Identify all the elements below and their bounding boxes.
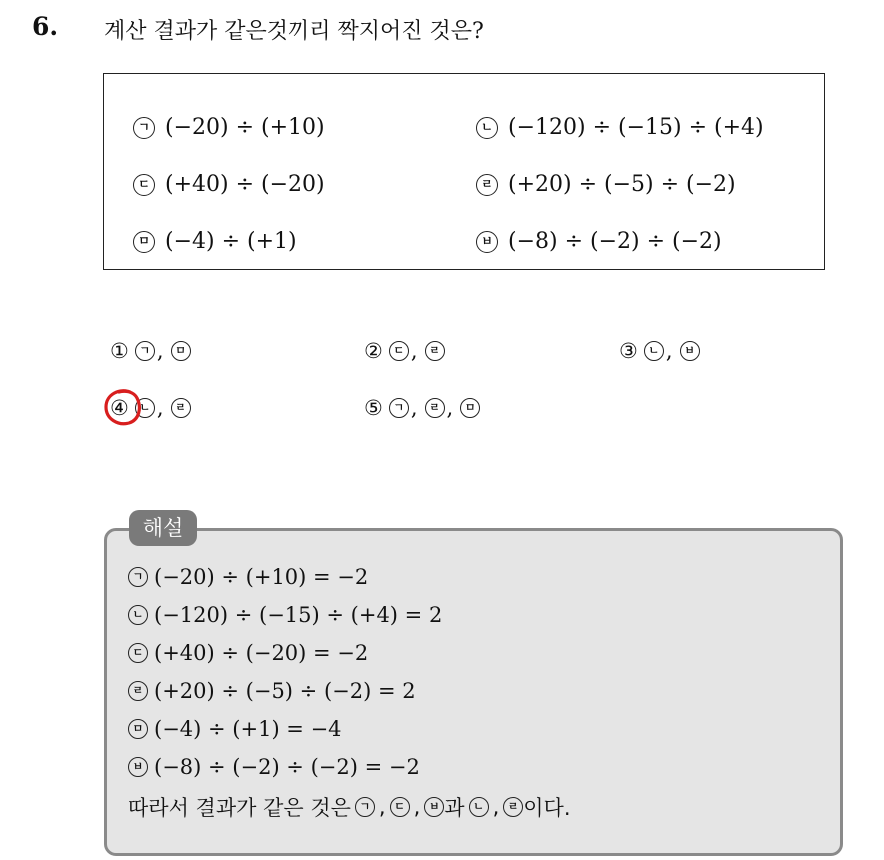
expression-text: (−4) ÷ (+1) xyxy=(165,229,297,254)
question-text: 계산 결과가 같은것끼리 짝지어진 것은? xyxy=(104,19,484,44)
solution-line-4 xyxy=(128,679,416,703)
choice-2[interactable]: ② ㄷ , ㄹ xyxy=(364,339,445,363)
solution-text: (−4) ÷ (+1) = −4 xyxy=(154,717,342,741)
choice-1[interactable]: ① ㄱ , ㅁ xyxy=(110,339,191,363)
marker-circle: ㄷ xyxy=(128,643,148,663)
marker-circle: ㄹ xyxy=(128,681,148,701)
choice-5[interactable]: ⑤ ㄱ , ㄹ , ㅁ xyxy=(364,396,480,420)
solution-conclusion: 따라서 결과가 같은 것은 ㄱ , ㄷ , ㅂ 과 ㄴ , ㄹ 이다. xyxy=(128,792,571,822)
marker-circle: ㄷ xyxy=(390,797,410,817)
marker-circle: ㄱ xyxy=(135,341,155,361)
marker-circle: ㄴ xyxy=(476,117,498,139)
marker-circle: ㄱ xyxy=(355,797,375,817)
expression-3 xyxy=(133,172,325,197)
solution-line-1 xyxy=(128,565,368,589)
marker-circle: ㅂ xyxy=(128,757,148,777)
choice-number: ⑤ xyxy=(364,396,383,420)
marker-circle: ㄹ xyxy=(171,398,191,418)
solution-tag: 해설 xyxy=(129,510,197,546)
marker-circle: ㅁ xyxy=(128,719,148,739)
expression-text: (−20) ÷ (+10) xyxy=(165,115,325,140)
marker-circle: ㄷ xyxy=(389,341,409,361)
choice-3[interactable]: ③ ㄴ , ㅂ xyxy=(619,339,700,363)
marker-circle: ㅂ xyxy=(680,341,700,361)
solution-text: (−20) ÷ (+10) = −2 xyxy=(154,565,369,589)
marker-circle: ㅁ xyxy=(171,341,191,361)
choice-number: ③ xyxy=(619,339,638,363)
marker-circle: ㄴ xyxy=(128,605,148,625)
expression-text: (−8) ÷ (−2) ÷ (−2) xyxy=(508,229,722,254)
marker-circle: ㄹ xyxy=(503,797,523,817)
marker-circle: ㄷ xyxy=(133,174,155,196)
conclusion-prefix: 따라서 결과가 같은 것은 xyxy=(128,796,351,820)
choice-number: ④ xyxy=(110,396,129,420)
solution-line-2 xyxy=(128,603,442,627)
expression-1 xyxy=(133,115,325,140)
conclusion-connector: 과 xyxy=(444,796,465,820)
marker-circle: ㄱ xyxy=(389,398,409,418)
solution-text: (+40) ÷ (−20) = −2 xyxy=(154,641,369,665)
marker-circle: ㄹ xyxy=(425,341,445,361)
marker-circle: ㄴ xyxy=(644,341,664,361)
solution-line-3 xyxy=(128,641,368,665)
choice-number: ① xyxy=(110,339,129,363)
expression-5 xyxy=(133,229,297,254)
solution-line-6 xyxy=(128,755,420,779)
expression-text: (−120) ÷ (−15) ÷ (+4) xyxy=(508,115,764,140)
marker-circle: ㄱ xyxy=(128,567,148,587)
marker-circle: ㄹ xyxy=(425,398,445,418)
solution-text: (−120) ÷ (−15) ÷ (+4) = 2 xyxy=(154,603,443,627)
expression-text: (+40) ÷ (−20) xyxy=(165,172,325,197)
expression-4 xyxy=(476,172,736,197)
marker-circle: ㄹ xyxy=(476,174,498,196)
question-number: 6. xyxy=(32,12,59,41)
marker-circle: ㅂ xyxy=(424,797,444,817)
solution-text: (−8) ÷ (−2) ÷ (−2) = −2 xyxy=(154,755,420,779)
marker-circle: ㅁ xyxy=(133,231,155,253)
expression-6 xyxy=(476,229,722,254)
marker-circle: ㅁ xyxy=(460,398,480,418)
conclusion-suffix: 이다. xyxy=(523,796,571,820)
marker-circle: ㄱ xyxy=(133,117,155,139)
marker-circle: ㄴ xyxy=(469,797,489,817)
choice-number: ② xyxy=(364,339,383,363)
expression-text: (+20) ÷ (−5) ÷ (−2) xyxy=(508,172,736,197)
solution-line-5 xyxy=(128,717,342,741)
answer-mark-circle-icon xyxy=(102,386,144,428)
marker-circle: ㅂ xyxy=(476,231,498,253)
solution-text: (+20) ÷ (−5) ÷ (−2) = 2 xyxy=(154,679,416,703)
marker-circle: ㄴ xyxy=(135,398,155,418)
expression-2 xyxy=(476,115,764,140)
choice-4[interactable]: ④ ㄴ , ㄹ xyxy=(110,396,191,420)
